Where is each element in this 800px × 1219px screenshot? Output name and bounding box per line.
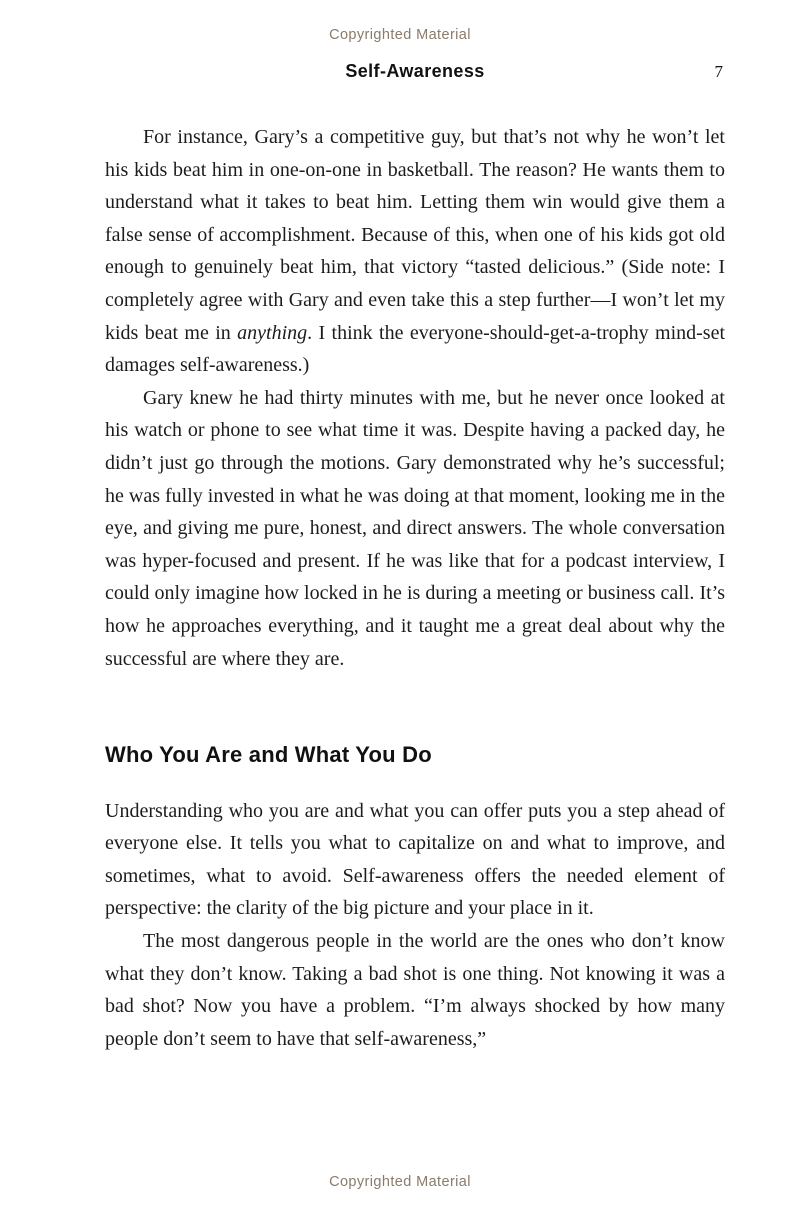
paragraph-1-text-before-italic: For instance, Gary’s a competitive guy, but that’s not why he won’t let his kids beat him in one-on-one in basketball. The reason? He wants them to understand what it takes to beat him. Letting them win would give them a false sense of accomplishment. Because of this, when one of his kids got old enough to genuinely beat him, that victory “tasted delicious.” (Side note: I completely agree with Gary and even take this a step further—I won’t let my kids beat me in (105, 126, 725, 344)
paragraph-3: Understanding who you are and what you can offer puts you a step ahead of everyone else. It tells you what to capitalize on and what to improve, and sometimes, what to avoid. Self-awareness offers the needed element of perspective: the clarity of the big picture and your place in it. (105, 799, 725, 920)
paragraph-1-text-after-italic: . I think the everyone-should-get-a-trophy mind-set damages self-awareness.) (105, 321, 726, 377)
page-number: 7 (714, 62, 723, 81)
section-heading: Who You Are and What You Do (105, 742, 432, 768)
paragraph-4: The most dangerous people in the world are the ones who don’t know what they don’t know. Taking a bad shot is one thing. Not knowing it was a bad shot? Now you have a problem. “I’m always shocked by how many people don’t seem to have that self-awareness,” (105, 930, 725, 1050)
running-head-title: Self-Awareness (345, 61, 485, 81)
page-header (105, 61, 725, 87)
body-text (105, 121, 725, 1055)
paragraph-1 (105, 121, 725, 382)
paragraph-1-italic-word: anything (237, 321, 308, 344)
copyright-notice-top: Copyrighted Material (329, 27, 471, 43)
paragraph-2: Gary knew he had thirty minutes with me, but he never once looked at his watch or phone to see what time it was. Despite having a packed day, he didn’t just go through the motions. Gary demonstrated why he’s successful; he was fully invested in what he was doing at that moment, looking me in the eye, and giving me pure, honest, and direct answers. The whole conversation was hyper-focused and present. If he was like that for a podcast interview, I could only imagine how locked in he is during a meeting or business call. It’s how he approaches everything, and it taught me a great deal about why the successful are where they are. (105, 386, 725, 670)
copyright-notice-bottom: Copyrighted Material (329, 1174, 471, 1190)
